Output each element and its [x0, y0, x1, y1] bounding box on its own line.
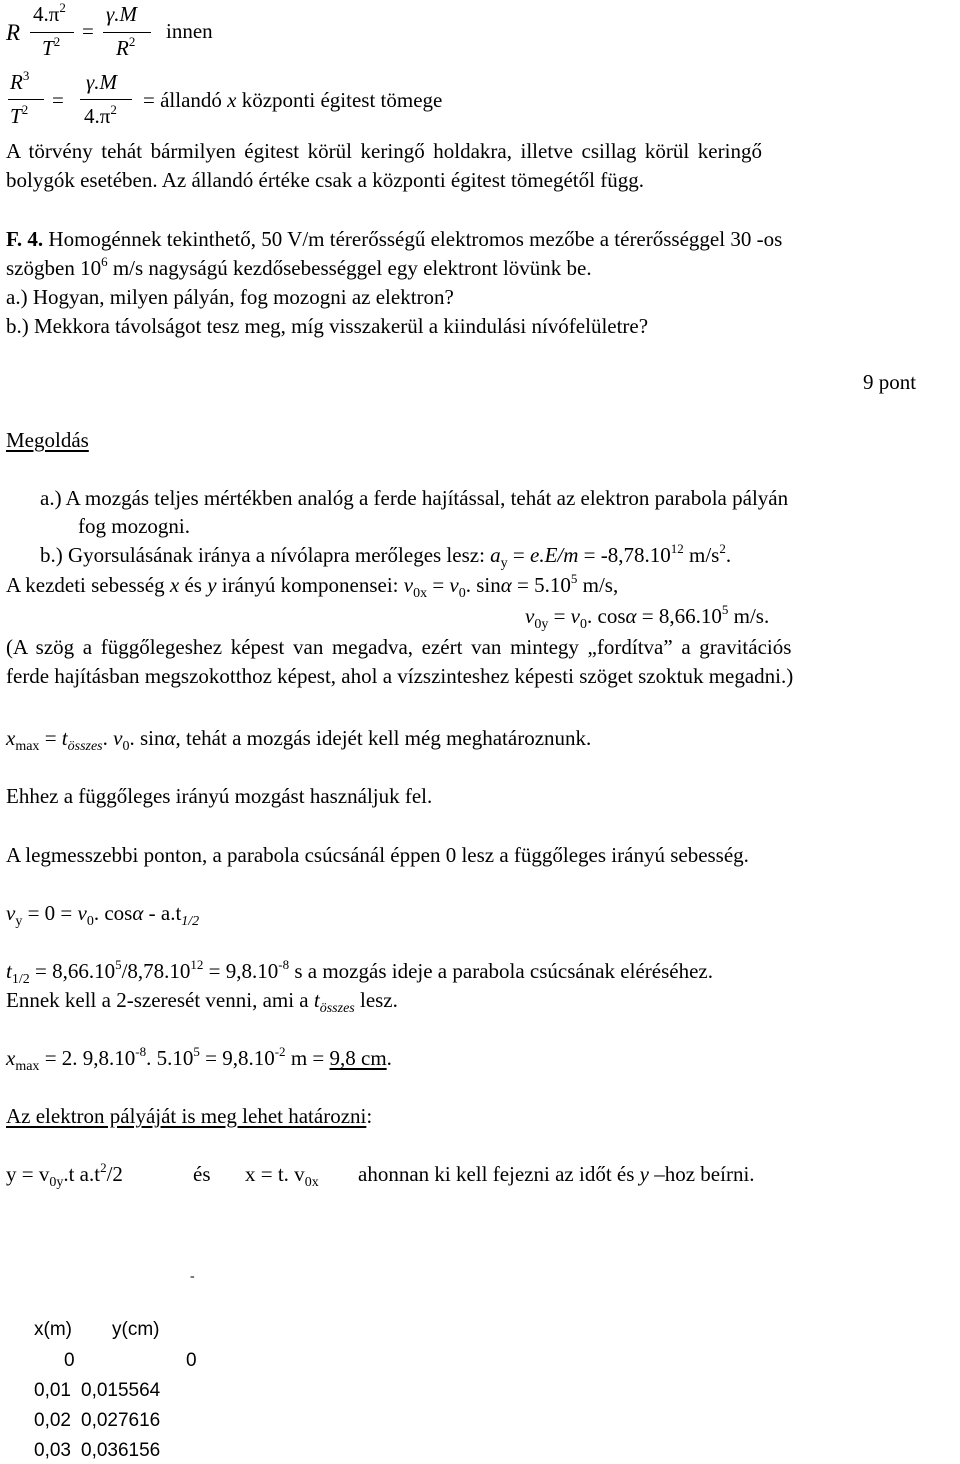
- solution-heading: Megoldás: [6, 428, 89, 452]
- t-half-equation: $t_{1/2} = 8,66.10^5/8,78.10^{12} = 9,8.10^{-8}$ s a mozgás ideje a parabola csúcsának eléréséhez.: [6, 957, 713, 987]
- ehhez-line: Ehhez a függőleges irányú mozgást használjuk fel.: [6, 784, 433, 808]
- xmax-result: $x_{max} = 2$. $9,8.10^{-8}$. $5.10^5 = 9,8.10^{-2}$ m = 9,8 cm.: [6, 1044, 392, 1074]
- eq1-lhs-R: R: [6, 20, 21, 45]
- table-cell-x: 0: [64, 1350, 75, 1371]
- para1-line2: bolygók esetében. Az állandó értéke csak a központi égitest tömegétől függ.: [6, 168, 644, 192]
- eq1-lhs-numerator: $4.\pi^2$: [33, 0, 66, 26]
- table-header-x: x(m): [34, 1319, 72, 1340]
- eq1-equals: =: [82, 19, 94, 43]
- table-cell-y: 0: [186, 1350, 197, 1371]
- problem-line1: F. 4. Homogénnek tekinthető, 50 V/m térerősségű elektromos mezőbe a térerősséggel 30 -os: [6, 227, 783, 251]
- path-heading: Az elektron pályáját is meg lehet határozni:: [6, 1104, 373, 1128]
- question-b: b.) Mekkora távolságot tesz meg, míg visszakerül a kiindulási nívófelületre?: [6, 314, 649, 338]
- table-row: [34, 1381, 254, 1403]
- table-cell-y: 0,027616: [81, 1410, 161, 1431]
- x-equation: x = t. $v_{0x}$: [245, 1162, 319, 1190]
- small-mark: -: [190, 1269, 195, 1284]
- question-a: a.) Hogyan, milyen pályán, fog mozogni az elektron?: [6, 285, 454, 309]
- problem-label: F. 4.: [6, 227, 44, 251]
- eq1-rhs-denominator: $R^2$: [116, 34, 136, 60]
- table-cell-y: 0,036156: [81, 1440, 161, 1461]
- eq1-lhs-fraction-bar: [30, 32, 74, 33]
- problem-line2: szögben $10^6$ m/s nagyságú kezdősebességgel egy elektront lövünk be.: [6, 254, 592, 280]
- eq2-after-text: = állandó x központi égitest tömege: [143, 88, 443, 112]
- xmax-final-value: 9,8 cm: [329, 1046, 387, 1070]
- initial-velocity-x: A kezdeti sebesség x és y irányú komponensei: $v_{0x} = v_0$. $\sin\alpha = 5.10^5$ m/s,: [6, 571, 619, 601]
- eq1-rhs-numerator: γ.M: [106, 2, 138, 26]
- eq2-rhs-numerator: γ.M: [86, 70, 118, 94]
- angle-note-line1: (A szög a függőlegeshez képest van megadva, ezért van mintegy „fordítva” a gravitációs: [6, 635, 792, 659]
- data-table: [34, 1320, 264, 1460]
- eq1-lhs-denominator: $T^2$: [42, 34, 61, 60]
- eq1-rhs-fraction-bar: [103, 32, 151, 33]
- es-word: és: [193, 1162, 211, 1186]
- table-cell-y: 0,015564: [81, 1380, 161, 1401]
- eq2-equals: =: [52, 88, 64, 112]
- table-cell-x: 0,01: [34, 1380, 71, 1401]
- points-label: 9 pont: [863, 370, 917, 394]
- eq2-rhs-denominator: $4.\pi^2$: [84, 102, 117, 128]
- table-header-y: y(cm): [112, 1319, 160, 1340]
- eq2-numerator: $R^3$: [10, 68, 30, 94]
- table-row: [34, 1411, 254, 1433]
- solution-b-line: b.) Gyorsulásának iránya a nívólapra merőleges lesz: $a_y = e.E/m = -8,78.10^{12}$ $m/s^2$.: [40, 541, 732, 571]
- table-cell-x: 0,02: [34, 1410, 71, 1431]
- double-time-line: Ennek kell a 2-szeresét venni, ami a $t_{összes}$ lesz.: [6, 988, 398, 1016]
- eq2-lhs-fraction-bar: [8, 99, 44, 100]
- xmax-formula: $x_{max} = t_{összes}$. $v_0$. sinα, tehát a mozgás idejét kell még meghatároznunk.: [6, 726, 592, 754]
- solution-a-line2: fog mozogni.: [78, 514, 190, 538]
- solution-a-line1: a.) A mozgás teljes mértékben analóg a ferde hajítással, tehát az elektron parabola pályán: [40, 486, 789, 510]
- farthest-point-line: A legmesszebbi ponton, a parabola csúcsánál éppen 0 lesz a függőleges irányú sebesség.: [6, 843, 749, 867]
- para1-line1: A törvény tehát bármilyen égitest körül keringő holdakra, illetve csillag körül keringő: [6, 139, 762, 163]
- eq2-denominator: $T^2$: [10, 102, 29, 128]
- initial-velocity-y: $v_{0y} = v_0$. $\cos\alpha = 8,66.10^5$ m/s.: [525, 602, 770, 632]
- angle-note-line2: ferde hajításban megszokotthoz képest, ahol a vízszinteshez képesti szöget szoktuk megadni.): [6, 664, 794, 688]
- table-row: [34, 1351, 254, 1373]
- table-header-row: [34, 1320, 254, 1342]
- vy-equation: $v_y = 0 = v_0$. cosα - $a.t_{1/2}$: [6, 901, 200, 929]
- eq1-innen: innen: [166, 19, 213, 43]
- eq2-rhs-fraction-bar: [80, 99, 132, 100]
- table-cell-x: 0,03: [34, 1440, 71, 1461]
- y-equation: $y = v_{0y}.t$ $a.t^2/2$: [6, 1160, 123, 1190]
- ahonnan-text: ahonnan ki kell fejezni az időt és y –hoz beírni.: [358, 1162, 755, 1186]
- table-row: [34, 1441, 254, 1463]
